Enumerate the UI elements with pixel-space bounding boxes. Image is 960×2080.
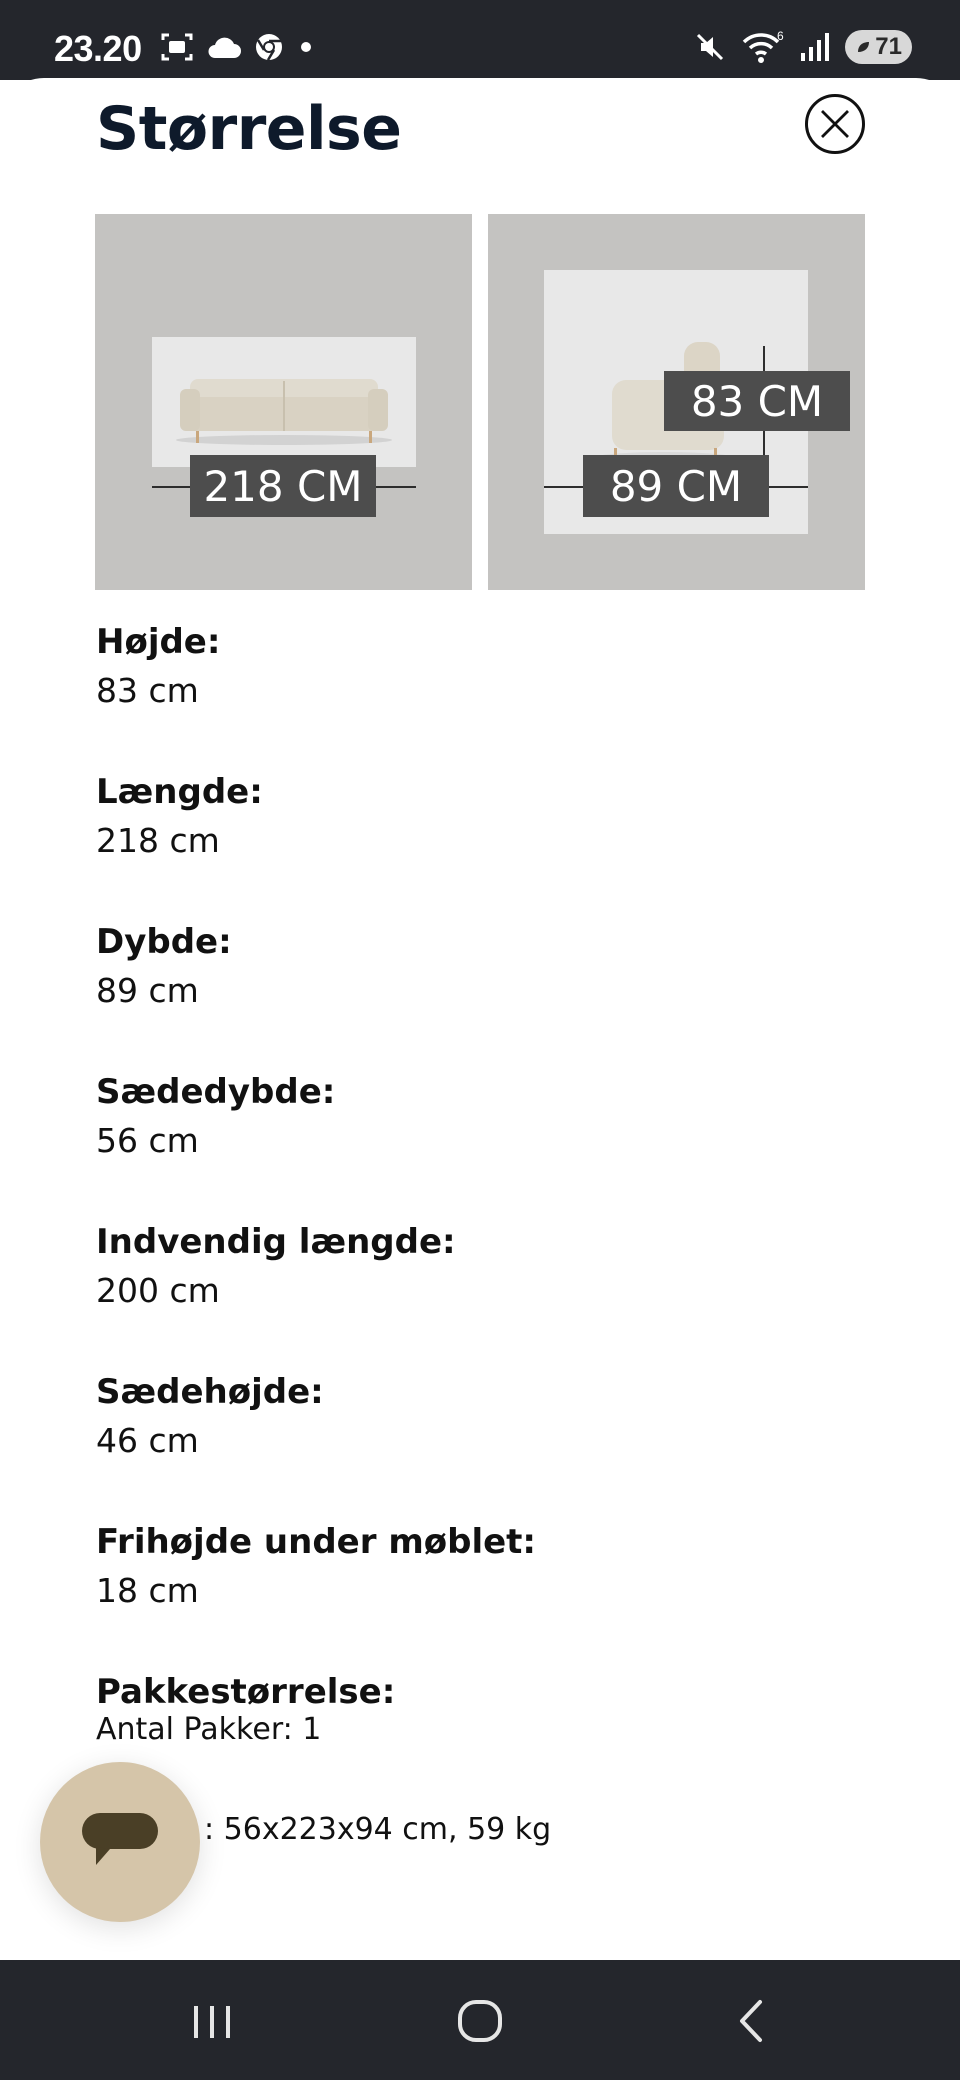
- back-button[interactable]: [720, 1998, 780, 2044]
- size-sheet: [0, 80, 960, 1960]
- screenshot-icon: [160, 32, 194, 62]
- spec-label: Sædehøjde:: [96, 1372, 324, 1412]
- spec-label: Sædedybde:: [96, 1072, 336, 1112]
- dot-icon: [296, 37, 316, 57]
- width-label: 218 CM: [190, 455, 376, 517]
- spec-label: Indvendig længde:: [96, 1222, 456, 1262]
- spec-label: Længde:: [96, 772, 263, 812]
- sofa-front-illustration: [152, 337, 416, 467]
- chat-bubble-icon: [78, 1807, 162, 1877]
- spec-seat-depth: [96, 1068, 856, 1218]
- battery-indicator: [845, 30, 912, 64]
- spec-value: 46 cm: [96, 1421, 199, 1460]
- sofa-side-image[interactable]: [488, 214, 865, 590]
- spec-value: 200 cm: [96, 1271, 220, 1310]
- navigation-bar: [0, 1960, 960, 2080]
- home-icon: [450, 1998, 510, 2044]
- status-left-icons: [160, 32, 316, 62]
- page-title: Størrelse: [96, 94, 402, 164]
- status-right-icons: [693, 30, 912, 64]
- spec-height: [96, 618, 856, 768]
- close-button[interactable]: [805, 94, 865, 154]
- close-icon: [818, 107, 852, 141]
- spec-label: Pakkestørrelse:: [96, 1672, 396, 1712]
- spec-clearance: [96, 1518, 856, 1668]
- depth-label: 89 CM: [583, 455, 769, 517]
- spec-value: 89 cm: [96, 971, 199, 1010]
- recent-apps-button[interactable]: [182, 1998, 242, 2044]
- spec-label: Dybde:: [96, 922, 232, 962]
- recent-apps-icon: [182, 1998, 242, 2044]
- package-size: : 56x223x94 cm, 59 kg: [204, 1812, 552, 1847]
- spec-value: 56 cm: [96, 1121, 199, 1160]
- chat-button[interactable]: [40, 1762, 200, 1922]
- chrome-icon: [254, 32, 284, 62]
- spec-value: 18 cm: [96, 1571, 199, 1610]
- battery-level: 71: [875, 33, 902, 60]
- status-time: 23.20: [54, 28, 142, 69]
- home-button[interactable]: [450, 1998, 510, 2044]
- spec-seat-height: [96, 1368, 856, 1518]
- spec-list: [96, 618, 856, 1818]
- signal-icon: [799, 31, 831, 63]
- spec-length: [96, 768, 856, 918]
- package-count: Antal Pakker: 1: [96, 1712, 322, 1747]
- spec-value: 218 cm: [96, 821, 220, 860]
- spec-depth: [96, 918, 856, 1068]
- cloud-icon: [206, 34, 242, 60]
- spec-label: Frihøjde under møblet:: [96, 1522, 537, 1562]
- sofa-front-photo: [152, 337, 416, 467]
- battery-saver-icon: [855, 39, 871, 55]
- wifi-badge: 6: [777, 30, 784, 43]
- spec-inner-length: [96, 1218, 856, 1368]
- wifi-icon: [741, 30, 785, 64]
- sofa-front-image[interactable]: [95, 214, 472, 590]
- spec-label: Højde:: [96, 622, 221, 662]
- back-icon: [720, 1998, 780, 2044]
- spec-value: 83 cm: [96, 671, 199, 710]
- mute-icon: [693, 30, 727, 64]
- height-label: 83 CM: [664, 371, 850, 431]
- status-bar: [0, 0, 960, 80]
